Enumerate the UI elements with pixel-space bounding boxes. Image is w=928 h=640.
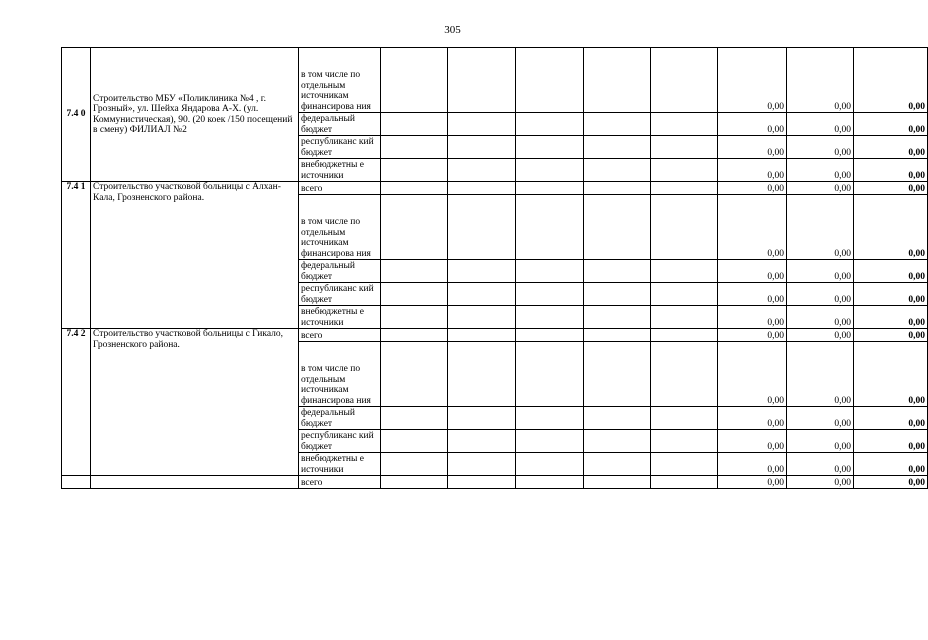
source-label: республиканс кий бюджет — [299, 283, 381, 306]
value-cell: 0,00 — [718, 283, 787, 306]
value-cell: 0,00 — [787, 159, 854, 182]
source-label: внебюджетны е источники — [299, 306, 381, 329]
table-row — [62, 476, 928, 489]
value-cell: 0,00 — [718, 453, 787, 476]
value-cell: 0,00 — [787, 195, 854, 260]
value-cell: 0,00 — [718, 113, 787, 136]
value-cell: 0,00 — [787, 306, 854, 329]
table-row — [62, 329, 928, 342]
value-cell: 0,00 — [718, 329, 787, 342]
item-number: 7.4 2 — [62, 329, 91, 476]
value-cell: 0,00 — [718, 159, 787, 182]
source-label: республиканс кий бюджет — [299, 430, 381, 453]
item-name: Строительство участковой больницы с Гикало, Грозненского района. — [91, 329, 299, 476]
value-cell: 0,00 — [787, 453, 854, 476]
item-number: 7.4 1 — [62, 182, 91, 329]
value-cell: 0,00 — [718, 182, 787, 195]
value-cell: 0,00 — [787, 260, 854, 283]
value-cell: 0,00 — [718, 407, 787, 430]
source-label: в том числе по отдельным источникам финансирова ния — [299, 342, 381, 407]
value-cell: 0,00 — [718, 476, 787, 489]
source-label: внебюджетны е источники — [299, 453, 381, 476]
total-value-cell: 0,00 — [854, 476, 928, 489]
value-cell: 0,00 — [787, 283, 854, 306]
value-cell: 0,00 — [787, 407, 854, 430]
value-cell: 0,00 — [787, 430, 854, 453]
total-value-cell: 0,00 — [854, 136, 928, 159]
value-cell: 0,00 — [787, 329, 854, 342]
value-cell: 0,00 — [718, 430, 787, 453]
total-value-cell: 0,00 — [854, 48, 928, 113]
value-cell: 0,00 — [787, 113, 854, 136]
source-label: в том числе по отдельным источникам финансирова ния — [299, 48, 381, 113]
total-value-cell: 0,00 — [854, 342, 928, 407]
value-cell: 0,00 — [718, 195, 787, 260]
total-value-cell: 0,00 — [854, 453, 928, 476]
item-name: Строительство МБУ «Поликлиника №4 , г. Грозный», ул. Шейха Яндарова А-Х. (ул. Коммунистическая), 90. (20 коек /150 посещений в смену) ФИЛИАЛ №2 — [91, 48, 299, 182]
total-value-cell: 0,00 — [854, 306, 928, 329]
total-value-cell: 0,00 — [854, 113, 928, 136]
budget-table — [61, 47, 928, 489]
page-number: 305 — [444, 24, 461, 36]
value-cell: 0,00 — [718, 48, 787, 113]
source-label: федеральный бюджет — [299, 113, 381, 136]
total-value-cell: 0,00 — [854, 159, 928, 182]
value-cell: 0,00 — [787, 342, 854, 407]
value-cell: 0,00 — [787, 48, 854, 113]
total-value-cell: 0,00 — [854, 430, 928, 453]
table-row — [62, 182, 928, 195]
total-value-cell: 0,00 — [854, 195, 928, 260]
value-cell: 0,00 — [787, 136, 854, 159]
total-value-cell: 0,00 — [854, 182, 928, 195]
source-label: всего — [299, 329, 381, 342]
value-cell: 0,00 — [787, 476, 854, 489]
value-cell: 0,00 — [718, 306, 787, 329]
value-cell: 0,00 — [718, 136, 787, 159]
item-name: Строительство участковой больницы с Алхан-Кала, Грозненского района. — [91, 182, 299, 329]
total-value-cell: 0,00 — [854, 407, 928, 430]
total-value-cell: 0,00 — [854, 260, 928, 283]
table-row — [62, 48, 928, 113]
source-label: республиканс кий бюджет — [299, 136, 381, 159]
item-number: 7.4 0 — [62, 48, 91, 182]
source-label: внебюджетны е источники — [299, 159, 381, 182]
source-label: федеральный бюджет — [299, 407, 381, 430]
total-value-cell: 0,00 — [854, 329, 928, 342]
value-cell: 0,00 — [718, 260, 787, 283]
source-label: федеральный бюджет — [299, 260, 381, 283]
total-value-cell: 0,00 — [854, 283, 928, 306]
source-label: всего — [299, 182, 381, 195]
source-label: в том числе по отдельным источникам финансирова ния — [299, 195, 381, 260]
value-cell: 0,00 — [718, 342, 787, 407]
source-label: всего — [299, 476, 381, 489]
value-cell: 0,00 — [787, 182, 854, 195]
